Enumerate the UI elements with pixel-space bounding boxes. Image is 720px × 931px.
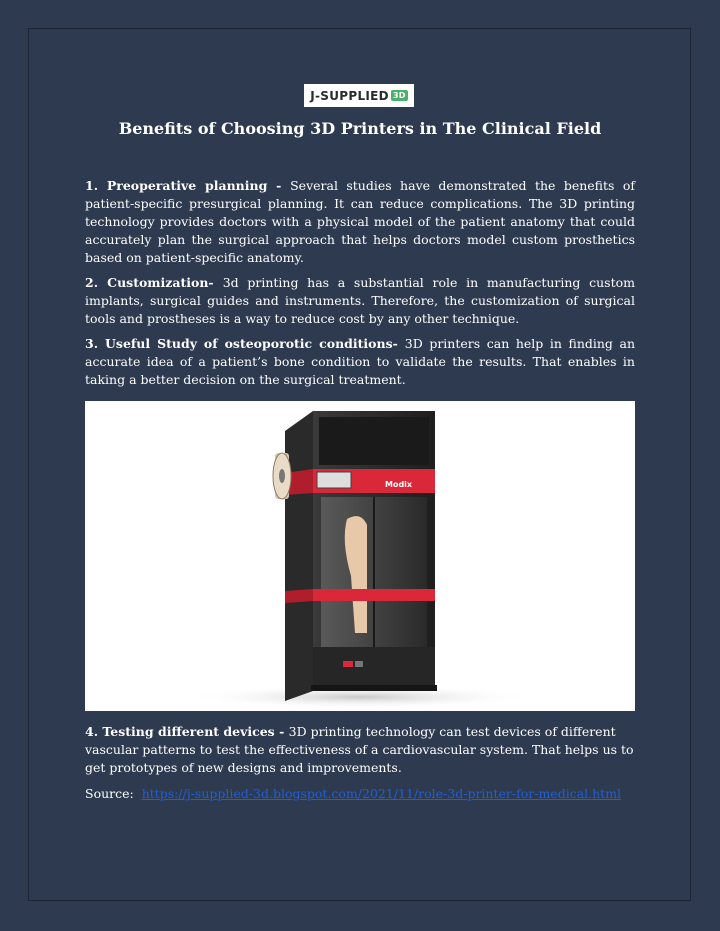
benefit-item (85, 177, 635, 267)
benefit-item (85, 723, 635, 777)
benefits-list (85, 177, 635, 396)
printer-photo (85, 401, 635, 711)
printer-brand: Modix (385, 480, 413, 489)
benefit-heading: 2. Customization- (85, 275, 223, 290)
company-logo (304, 84, 414, 107)
logo-badge: 3D (392, 91, 406, 100)
source-link[interactable]: https://j-supplied-3d.blogspot.com/2021/11/role-3d-printer-for-medical.html (141, 786, 622, 801)
benefit-heading: 1. Preoperative planning - (85, 178, 291, 193)
benefit-heading: 4. Testing different devices - (85, 724, 289, 739)
logo-text: J-SUPPLIED (310, 88, 389, 103)
benefit-text: 3D printers can help in finding an accurate idea of a patient’s bone condition to validate the results. That enables in taking a better decision on the surgical treatment. (85, 336, 635, 387)
benefit-text: 3D printing technology can test devices of different vascular patterns to test the effectiveness of a cardiovascular system. That helps us to get prototypes of new designs and improvements. (85, 724, 634, 775)
printer-illustration (85, 401, 635, 711)
benefit-heading: 3. Useful Study of osteoporotic conditions- (85, 336, 405, 351)
page-title: Benefits of Choosing 3D Printers in The Clinical Field (118, 119, 602, 138)
benefit-item (85, 335, 635, 389)
benefit-text: Several studies have demonstrated the benefits of patient-specific presurgical planning. It can reduce complications. The 3D printing technology provides doctors with a physical model of the patient anatomy that could accurately plan the surgical approach that helps doctors model custom prosthetics based on patient-specific anatomy. (85, 178, 635, 265)
benefit-text: 3d printing has a substantial role in manufacturing custom implants, surgical guides and instruments. Therefore, the customization of surgical tools and prostheses is a way to reduce cost by any other technique. (85, 275, 635, 326)
additional-content (85, 723, 635, 811)
source-line (85, 785, 635, 803)
benefit-item (85, 274, 635, 328)
source-label: Source: (85, 786, 134, 801)
